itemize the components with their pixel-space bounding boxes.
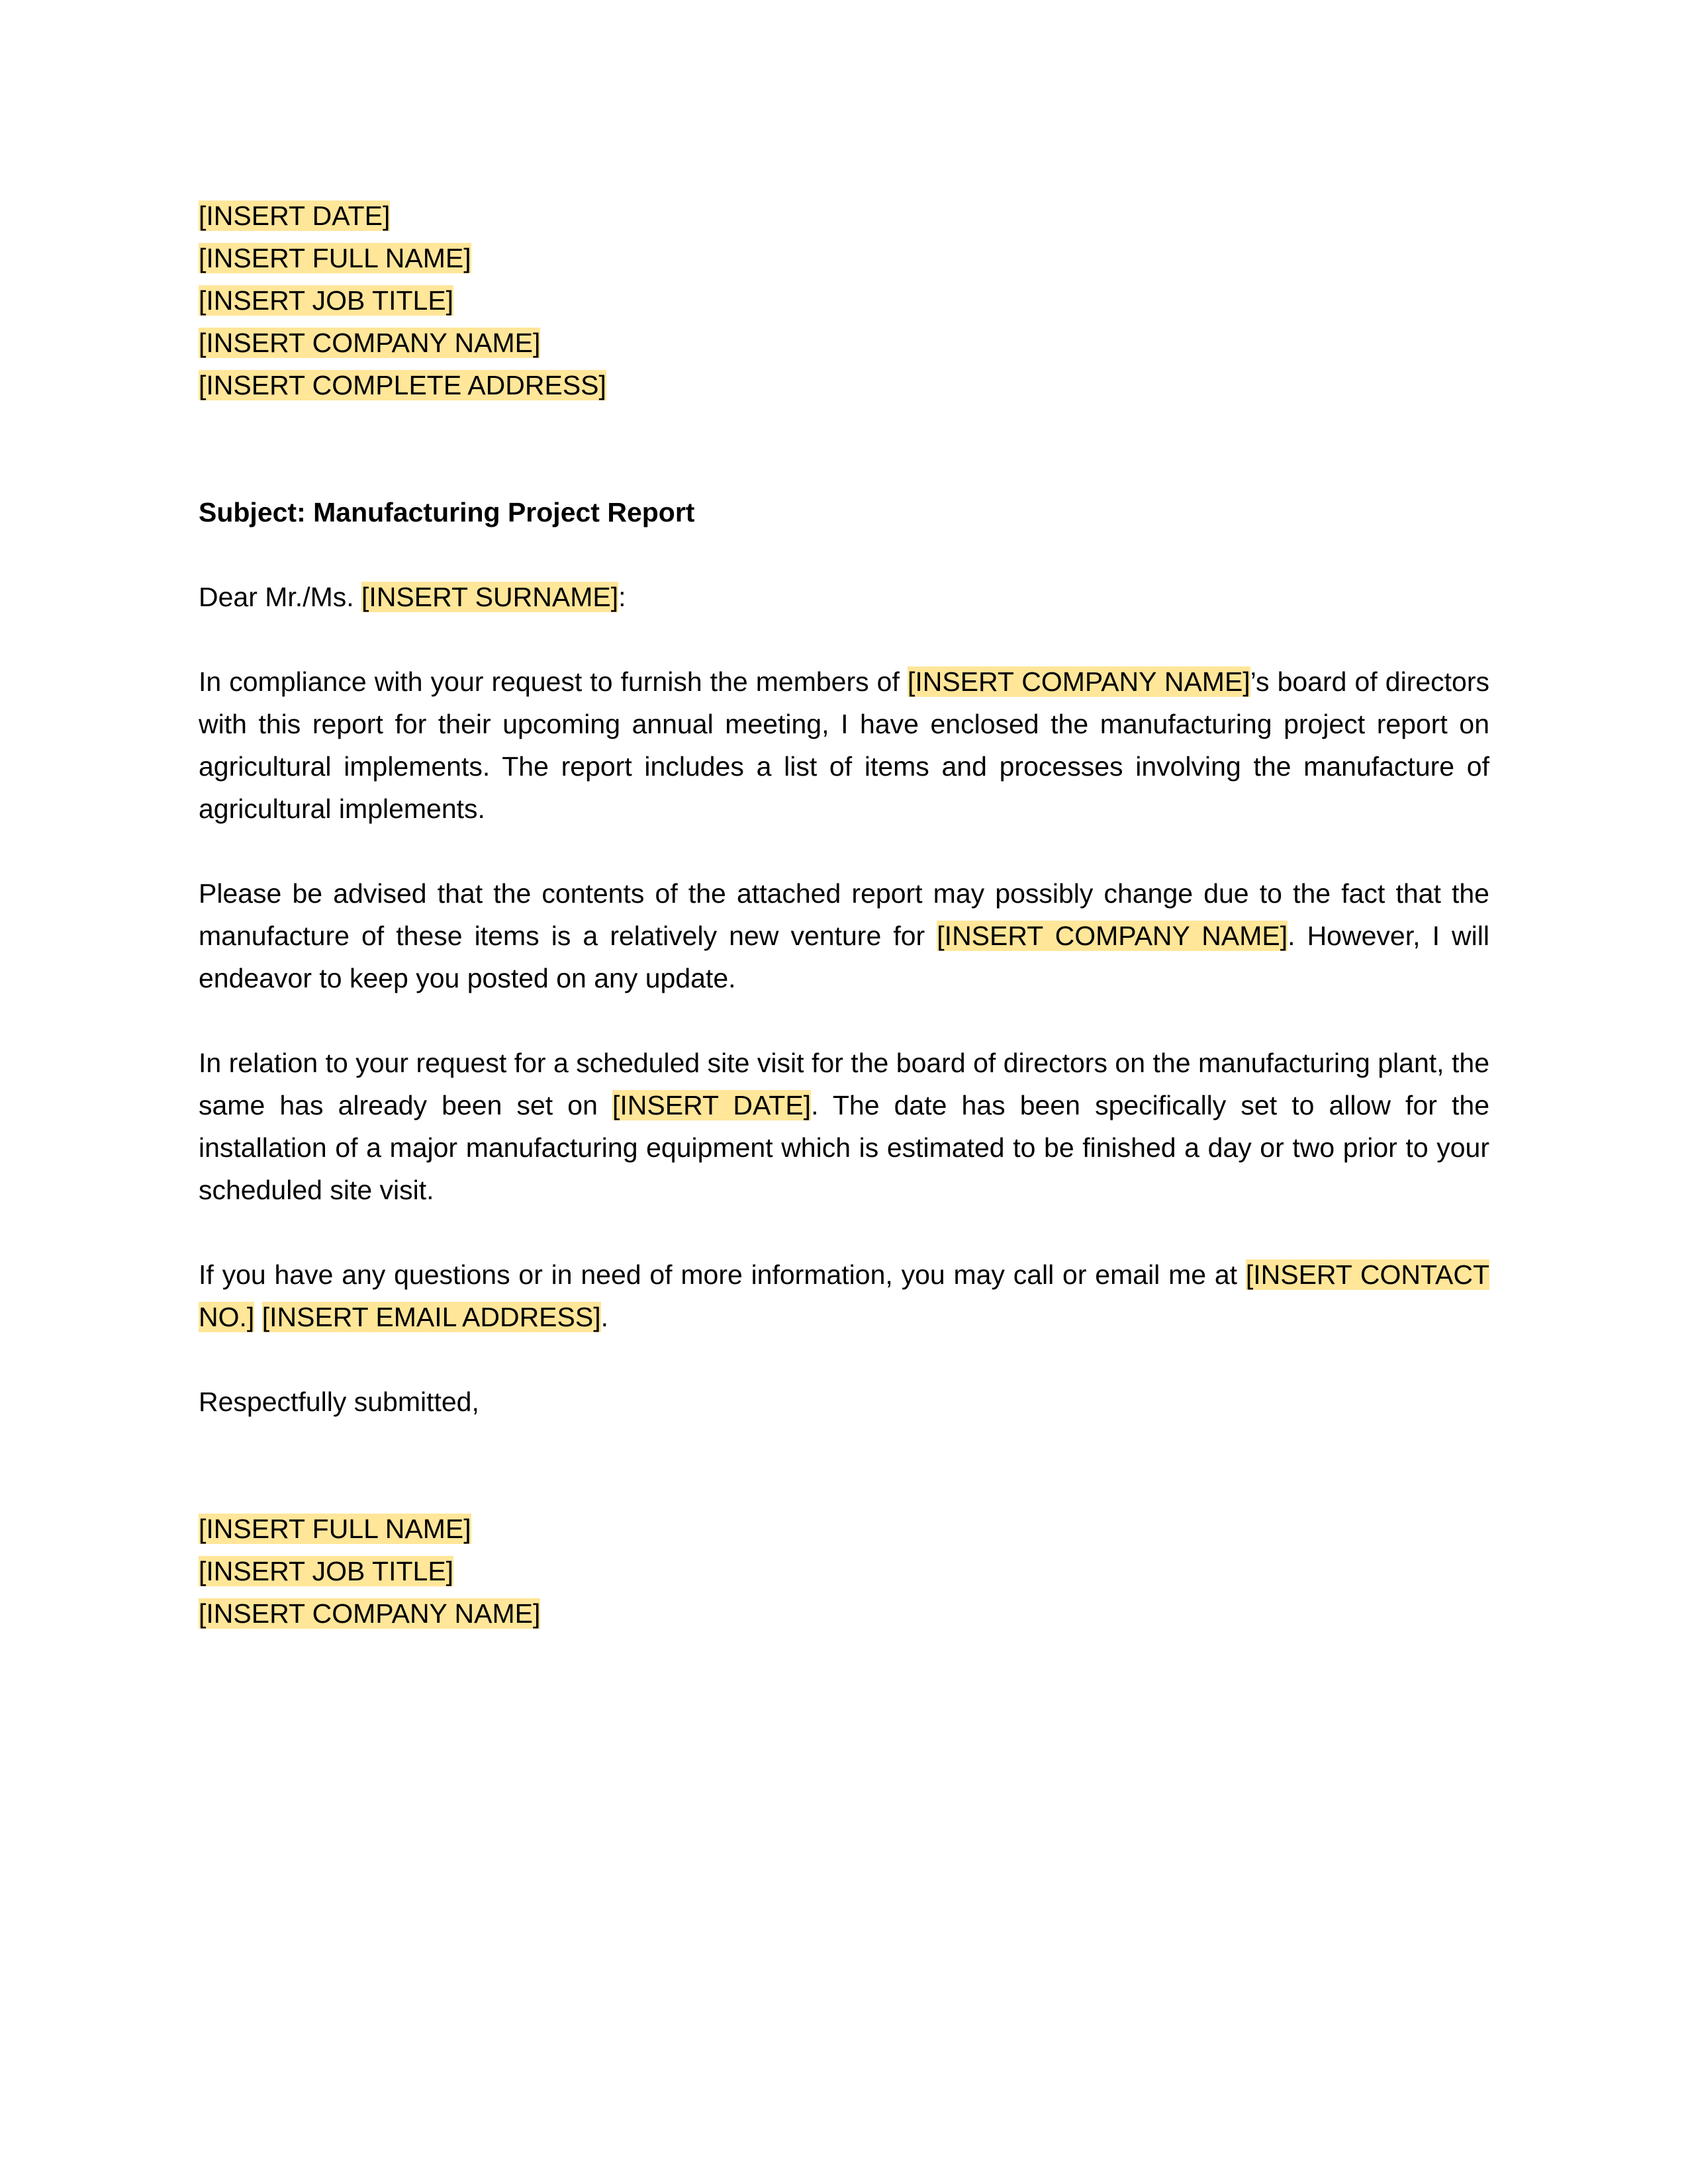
paragraph-4-text-b: . xyxy=(600,1302,609,1332)
salutation-prefix: Dear Mr./Ms. xyxy=(199,582,362,612)
salutation-surname: [INSERT SURNAME] xyxy=(361,582,619,612)
salutation-suffix: : xyxy=(618,582,626,612)
paragraph-2-company: [INSERT COMPANY NAME] xyxy=(937,921,1288,951)
header-company-name: [INSERT COMPANY NAME] xyxy=(199,328,541,358)
paragraph-1-text-a: In compliance with your request to furnish the members of xyxy=(199,666,908,697)
paragraph-4-contact: [INSERT CONTACT NO.] xyxy=(199,1259,1489,1332)
signature-job-title: [INSERT JOB TITLE] xyxy=(199,1556,454,1586)
subject-line: Subject: Manufacturing Project Report xyxy=(199,497,695,527)
header-job-title: [INSERT JOB TITLE] xyxy=(199,285,454,316)
paragraph-4-text-a: If you have any questions or in need of more information, you may call or email me at xyxy=(199,1259,1246,1290)
paragraph-2-text-a: Please be advised that the contents of the attached report may possibly change due to the fact that the manufacture of these items is a relatively new venture for xyxy=(199,878,1489,951)
paragraph-3-date: [INSERT DATE] xyxy=(612,1090,812,1120)
signature-company-name: [INSERT COMPANY NAME] xyxy=(199,1598,541,1629)
paragraph-1-text-b: ’s board of directors with this report for their upcoming annual meeting, I have enclosed the manufacturing project report on agricultural implements. The report includes a list of items and processes involving the manufacture of agricultural implements. xyxy=(199,666,1490,824)
paragraph-2-text-b: . However, I will endeavor to keep you posted on any update. xyxy=(199,921,1489,993)
paragraph-3-text-a: In relation to your request for a scheduled site visit for the board of directors on the manufacturing plant, the same has already been set on xyxy=(199,1048,1489,1120)
signature-block xyxy=(199,1508,1489,1635)
paragraph-1-company: [INSERT COMPANY NAME] xyxy=(907,666,1250,697)
paragraph-4-email: [INSERT EMAIL ADDRESS] xyxy=(261,1302,601,1332)
header-full-name: [INSERT FULL NAME] xyxy=(199,243,471,273)
signature-full-name: [INSERT FULL NAME] xyxy=(199,1514,471,1544)
header-date: [INSERT DATE] xyxy=(199,201,391,231)
closing: Respectfully submitted, xyxy=(199,1387,479,1417)
paragraph-4-space xyxy=(254,1302,261,1332)
paragraph-1 xyxy=(199,660,1489,830)
paragraph-3 xyxy=(199,1042,1489,1211)
header-address: [INSERT COMPLETE ADDRESS] xyxy=(199,370,606,400)
letter-body xyxy=(199,195,1489,1635)
salutation xyxy=(199,576,1489,618)
paragraph-2 xyxy=(199,872,1489,999)
paragraph-3-text-b: . The date has been specifically set to allow for the installation of a major manufacturing equipment which is estimated to be finished a day or two prior to your scheduled site visit. xyxy=(199,1090,1490,1205)
header-block xyxy=(199,195,1489,406)
paragraph-4 xyxy=(199,1253,1489,1338)
